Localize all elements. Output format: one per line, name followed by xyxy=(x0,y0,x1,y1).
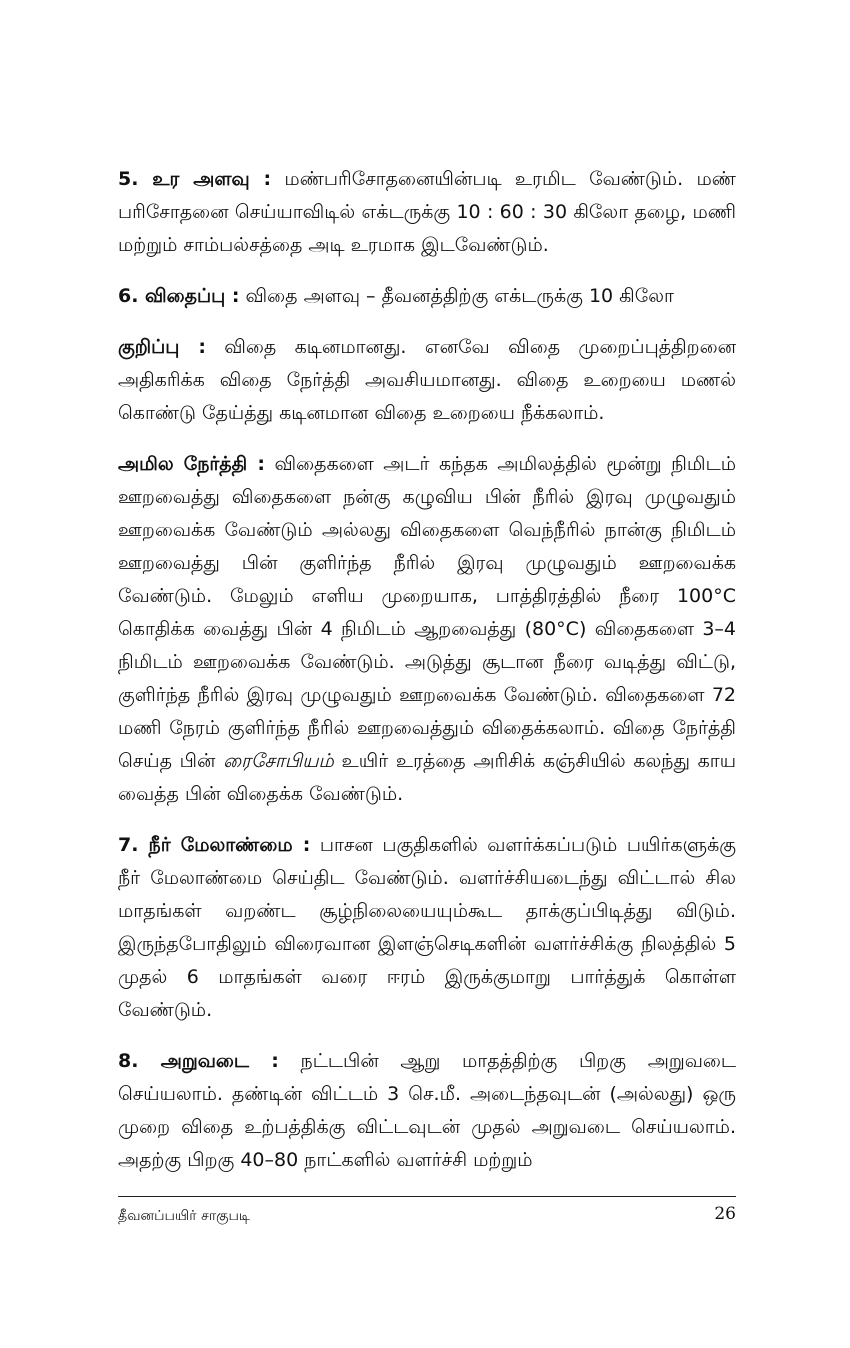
rhizobium-term: ரைசோபியம் xyxy=(223,750,334,772)
section-heading: 8. அறுவடை : xyxy=(118,1050,279,1072)
section-text-continued: உயிர் உரத்தை அரிசிக் கஞ்சியில் கலந்து காய வைத்த பின் விதைக்க வேண்டும். xyxy=(118,750,736,805)
section-heading: 6. விதைப்பு : xyxy=(118,285,240,307)
section-heading: அமில நேர்த்தி : xyxy=(118,453,265,475)
section-note xyxy=(118,331,736,430)
section-text: விதைகளை அடர் கந்தக அமிலத்தில் மூன்று நிமிடம் ஊறவைத்து விதைகளை நன்கு கழுவிய பின் நீரில் இரவு முழுவதும் ஊறவைக்க வேண்டும் அல்லது விதைகளை வெந்நீரில் நான்கு நிமிடம் ஊறவைத்து பின் குளிர்ந்த நீரில் இரவு முழுவதும் ஊறவைக்க வேண்டும். மேலும் எளிய முறையாக, பாத்திரத்தில் நீரை 100°C கொதிக்க வைத்து பின் 4 நிமிடம் ஆறவைத்து (80°C) விதைகளை 3–4 நிமிடம் ஊறவைக்க வேண்டும். அடுத்து சூடான நீரை வடித்து விட்டு, குளிர்ந்த நீரில் இரவு முழுவதும் ஊறவைக்க வேண்டும். விதைகளை 72 மணி நேரம் குளிர்ந்த நீரில் ஊறவைத்தும் விதைக்கலாம். விதை நேர்த்தி செய்த பின் xyxy=(118,453,736,772)
footer-title: தீவனப்பயிர் சாகுபடி xyxy=(118,1208,251,1224)
section-text: மண்பரிசோதனையின்படி உரமிட வேண்டும். மண் பரிசோதனை செய்யாவிடில் எக்டருக்கு 10 : 60 : 30 கிலோ தழை, மணி மற்றும் சாம்பல்சத்தை அடி உரமாக இடவேண்டும். xyxy=(118,168,736,256)
section-text: பாசன பகுதிகளில் வளர்க்கப்படும் பயிர்களுக்கு நீர் மேலாண்மை செய்திட வேண்டும். வளர்ச்சியடைந்து விட்டால் சில மாதங்கள் வறண்ட சூழ்நிலையையும்கூட தாக்குப்பிடித்து விடும். இருந்தபோதிலும் விரைவான இளஞ்செடிகளின் வளர்ச்சிக்கு நிலத்தில் 5 முதல் 6 மாதங்கள் வரை ஈரம் இருக்குமாறு பார்த்துக் கொள்ள வேண்டும். xyxy=(118,834,736,1021)
section-heading: 7. நீர் மேலாண்மை : xyxy=(118,834,311,856)
footer-divider xyxy=(118,1196,736,1197)
section-text: நட்டபின் ஆறு மாதத்திற்கு பிறகு அறுவடை செய்யலாம். தண்டின் விட்டம் 3 செ.மீ. அடைந்தவுடன் (அல்லது) ஒரு முறை விதை உற்பத்திக்கு விட்டவுடன் முதல் அறுவடை செய்யலாம். அதற்கு பிறகு 40–80 நாட்களில் வளர்ச்சி மற்றும் xyxy=(118,1050,736,1171)
section-sowing xyxy=(118,280,736,313)
page-number: 26 xyxy=(714,1204,736,1224)
section-text: விதை கடினமானது. எனவே விதை முறைப்புத்திறனை அதிகரிக்க விதை நேர்த்தி அவசியமானது. விதை உறையை மணல் கொண்டு தேய்த்து கடினமான விதை உறையை நீக்கலாம். xyxy=(118,336,736,424)
section-fertilizer-quantity xyxy=(118,163,736,262)
section-acid-treatment xyxy=(118,448,736,811)
page-body xyxy=(118,163,736,1195)
section-text: விதை அளவு – தீவனத்திற்கு எக்டருக்கு 10 கிலோ xyxy=(239,285,674,307)
section-harvest xyxy=(118,1045,736,1177)
section-water-management xyxy=(118,829,736,1027)
section-heading: குறிப்பு : xyxy=(118,336,206,358)
section-heading: 5. உர அளவு : xyxy=(118,168,272,190)
